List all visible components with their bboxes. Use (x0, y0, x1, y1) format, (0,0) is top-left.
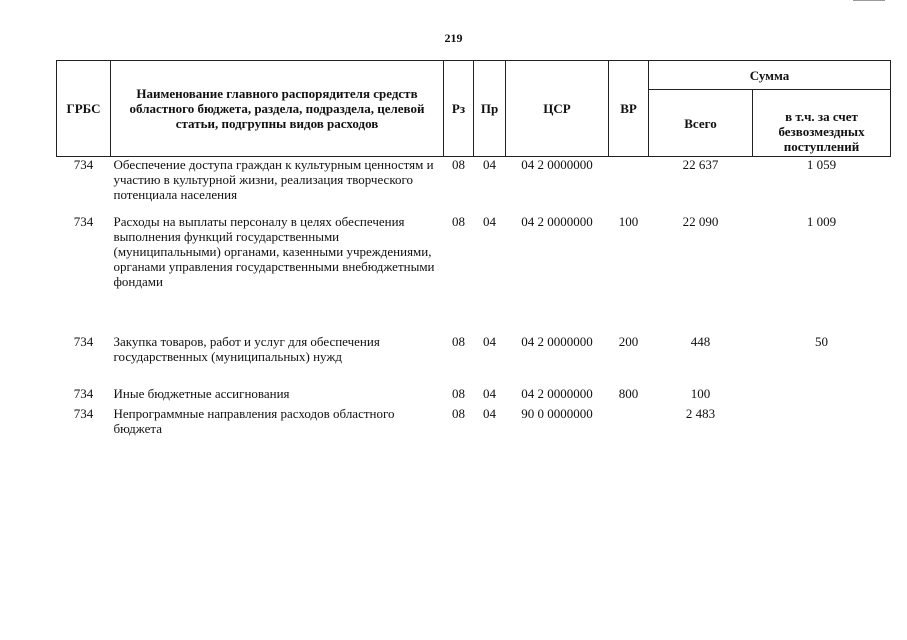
header-grbs: ГРБС (57, 61, 111, 157)
cell-name: Обеспечение доступа граждан к культурным ценностям и участию в культурной жизни, реализация творческого потенциала населения (113, 157, 434, 202)
cell-free (753, 386, 891, 406)
header-vr: ВР (609, 61, 649, 157)
cell-vr: 800 (618, 386, 639, 401)
cell-pr: 04 (483, 334, 496, 349)
cell-total: 448 (690, 334, 711, 349)
cell-total: 22 637 (682, 157, 719, 172)
cell-csr: 04 2 0000000 (521, 386, 593, 401)
cell-free: 1 059 (806, 157, 837, 172)
cell-free (753, 406, 891, 446)
cell-total: 100 (690, 386, 711, 401)
scan-edge-mark (853, 0, 885, 3)
header-sum: Сумма (649, 61, 891, 90)
cell-total: 2 483 (685, 406, 716, 421)
cell-rz: 08 (452, 406, 465, 421)
cell-grbs: 734 (73, 157, 94, 172)
cell-vr (609, 406, 649, 446)
header-csr: ЦСР (506, 61, 609, 157)
cell-rz: 08 (452, 214, 465, 229)
cell-grbs: 734 (73, 386, 94, 401)
header-name: Наименование главного распорядителя средств областного бюджета, раздела, подраздела, целевой статьи, подгрупны видов расходов (111, 61, 444, 157)
cell-name: Непрограммные направления расходов областного бюджета (113, 406, 395, 436)
cell-pr: 04 (483, 214, 496, 229)
cell-name: Закупка товаров, работ и услуг для обеспечения государственных (муниципальных) нужд (113, 334, 380, 364)
header-total: Всего (649, 90, 753, 157)
cell-rz: 08 (452, 386, 465, 401)
cell-free: 50 (815, 334, 828, 349)
cell-rz: 08 (452, 157, 465, 172)
table-row (57, 386, 891, 406)
cell-csr: 04 2 0000000 (521, 214, 593, 229)
header-rz: Рз (444, 61, 474, 157)
cell-grbs: 734 (73, 406, 94, 421)
table-row (57, 334, 891, 386)
cell-name: Расходы на выплаты персоналу в целях обеспечения выполнения функций государственными (муниципальными) органами, казенными учреждениями, органами управления государственными внебюджетными фондами (113, 214, 435, 289)
budget-table (56, 60, 891, 446)
cell-pr: 04 (483, 406, 496, 421)
cell-csr: 04 2 0000000 (521, 334, 593, 349)
cell-csr: 04 2 0000000 (521, 157, 593, 172)
cell-total: 22 090 (682, 214, 719, 229)
page-number: 219 (444, 31, 463, 45)
cell-pr: 04 (483, 386, 496, 401)
cell-vr: 100 (618, 214, 639, 229)
cell-vr (609, 157, 649, 215)
cell-csr: 90 0 0000000 (521, 406, 593, 421)
table-row (57, 406, 891, 446)
cell-rz: 08 (452, 334, 465, 349)
cell-grbs: 734 (73, 334, 94, 349)
cell-name: Иные бюджетные ассигнования (113, 386, 290, 401)
table-row (57, 214, 891, 334)
table-row (57, 157, 891, 215)
header-free: в т.ч. за счет безвозмездных поступлений (753, 90, 891, 157)
cell-grbs: 734 (73, 214, 94, 229)
header-pr: Пр (474, 61, 506, 157)
cell-pr: 04 (483, 157, 496, 172)
cell-vr: 200 (618, 334, 639, 349)
cell-free: 1 009 (806, 214, 837, 229)
